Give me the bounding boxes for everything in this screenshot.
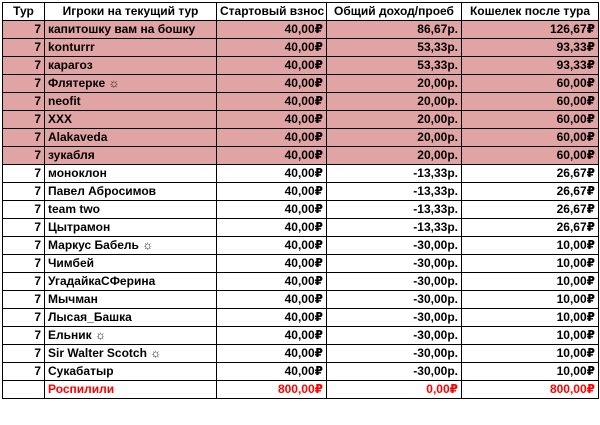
income-cell: 86,67р. [327,21,462,39]
table-row [3,165,599,183]
table-row [3,93,599,111]
total-fee-cell: 800,00₽ [217,381,327,399]
player-name-cell: Лысая_Башка [45,309,217,327]
player-name-cell: Мычман [45,291,217,309]
tour-cell: 7 [3,255,45,273]
start-fee-cell: 40,00₽ [217,93,327,111]
total-income-cell: 0,00₽ [327,381,462,399]
player-name-cell: Сукабатыр [45,363,217,381]
income-cell: -30,00р. [327,291,462,309]
table-row [3,237,599,255]
tour-cell: 7 [3,21,45,39]
tour-cell: 7 [3,129,45,147]
income-cell: -30,00р. [327,237,462,255]
table-row [3,75,599,93]
tour-cell: 7 [3,201,45,219]
start-fee-cell: 40,00₽ [217,57,327,75]
player-name-cell: neofit [45,93,217,111]
tour-cell: 7 [3,75,45,93]
income-cell: 20,00р. [327,129,462,147]
wallet-cell: 26,67₽ [462,183,599,201]
tour-cell: 7 [3,345,45,363]
income-cell: -13,33р. [327,201,462,219]
tour-cell: 7 [3,93,45,111]
table-row [3,201,599,219]
tour-cell: 7 [3,165,45,183]
start-fee-cell: 40,00₽ [217,363,327,381]
table-row [3,327,599,345]
player-name-cell: Павел Абросимов [45,183,217,201]
player-name-cell: Цытрамон [45,219,217,237]
wallet-cell: 126,67₽ [462,21,599,39]
start-fee-cell: 40,00₽ [217,309,327,327]
header-row [3,3,599,21]
income-cell: -13,33р. [327,183,462,201]
tour-cell: 7 [3,273,45,291]
wallet-cell: 10,00₽ [462,273,599,291]
table-row [3,255,599,273]
header-tour: Тур [3,3,45,21]
income-cell: -13,33р. [327,165,462,183]
start-fee-cell: 40,00₽ [217,39,327,57]
income-cell: -30,00р. [327,273,462,291]
start-fee-cell: 40,00₽ [217,111,327,129]
start-fee-cell: 40,00₽ [217,345,327,363]
player-name-cell: Ельник ☼ [45,327,217,345]
table-row [3,309,599,327]
table-row [3,291,599,309]
player-name-cell: зукабля [45,147,217,165]
tour-cell: 7 [3,147,45,165]
income-cell: -30,00р. [327,363,462,381]
start-fee-cell: 40,00₽ [217,291,327,309]
wallet-cell: 26,67₽ [462,219,599,237]
tour-cell: 7 [3,57,45,75]
player-name-cell: Alakaveda [45,129,217,147]
header-start-fee: Стартовый взнос [217,3,327,21]
start-fee-cell: 40,00₽ [217,165,327,183]
table-row [3,39,599,57]
income-cell: 53,33р. [327,57,462,75]
start-fee-cell: 40,00₽ [217,183,327,201]
player-name-cell: Чимбей [45,255,217,273]
table-row [3,183,599,201]
player-name-cell: Sir Walter Scotch ☼ [45,345,217,363]
player-name-cell: моноклон [45,165,217,183]
wallet-cell: 10,00₽ [462,327,599,345]
wallet-cell: 26,67₽ [462,201,599,219]
player-name-cell: УгадайкаСФерина [45,273,217,291]
start-fee-cell: 40,00₽ [217,273,327,291]
total-row [3,381,599,399]
tour-cell: 7 [3,39,45,57]
income-cell: 20,00р. [327,111,462,129]
player-name-cell: XXX [45,111,217,129]
start-fee-cell: 40,00₽ [217,75,327,93]
player-name-cell: карагоз [45,57,217,75]
tour-results-table [2,2,599,399]
table-row [3,57,599,75]
wallet-cell: 93,33₽ [462,57,599,75]
income-cell: 20,00р. [327,75,462,93]
player-name-cell: капитошку вам на бошку [45,21,217,39]
table-row [3,219,599,237]
wallet-cell: 10,00₽ [462,363,599,381]
wallet-cell: 10,00₽ [462,255,599,273]
tour-cell: 7 [3,111,45,129]
wallet-cell: 26,67₽ [462,165,599,183]
income-cell: -30,00р. [327,345,462,363]
table-body [3,21,599,381]
start-fee-cell: 40,00₽ [217,129,327,147]
tour-cell: 7 [3,327,45,345]
table-row [3,363,599,381]
player-name-cell: Маркус Бабель ☼ [45,237,217,255]
start-fee-cell: 40,00₽ [217,237,327,255]
income-cell: 20,00р. [327,147,462,165]
income-cell: -30,00р. [327,309,462,327]
tour-cell: 7 [3,237,45,255]
wallet-cell: 93,33₽ [462,39,599,57]
wallet-cell: 60,00₽ [462,129,599,147]
table-row [3,129,599,147]
table-row [3,21,599,39]
tour-cell: 7 [3,183,45,201]
start-fee-cell: 40,00₽ [217,21,327,39]
tour-cell: 7 [3,291,45,309]
table-row [3,111,599,129]
player-name-cell: konturrr [45,39,217,57]
start-fee-cell: 40,00₽ [217,147,327,165]
wallet-cell: 10,00₽ [462,309,599,327]
player-name-cell: team two [45,201,217,219]
total-label-cell: Роспилили [45,381,217,399]
wallet-cell: 60,00₽ [462,93,599,111]
income-cell: 20,00р. [327,93,462,111]
wallet-cell: 60,00₽ [462,75,599,93]
income-cell: 53,33р. [327,39,462,57]
total-tour-cell [3,381,45,399]
total-wallet-cell: 800,00₽ [462,381,599,399]
start-fee-cell: 40,00₽ [217,255,327,273]
wallet-cell: 10,00₽ [462,345,599,363]
header-players: Игроки на текущий тур [45,3,217,21]
header-total-income: Общий доход/проеб [327,3,462,21]
wallet-cell: 10,00₽ [462,291,599,309]
wallet-cell: 10,00₽ [462,237,599,255]
start-fee-cell: 40,00₽ [217,201,327,219]
start-fee-cell: 40,00₽ [217,327,327,345]
tour-cell: 7 [3,309,45,327]
income-cell: -30,00р. [327,327,462,345]
player-name-cell: Флятерке ☼ [45,75,217,93]
tour-cell: 7 [3,219,45,237]
tour-cell: 7 [3,363,45,381]
table-row [3,345,599,363]
table-row [3,273,599,291]
start-fee-cell: 40,00₽ [217,219,327,237]
wallet-cell: 60,00₽ [462,111,599,129]
income-cell: -13,33р. [327,219,462,237]
income-cell: -30,00р. [327,255,462,273]
header-wallet-after: Кошелек после тура [462,3,599,21]
wallet-cell: 60,00₽ [462,147,599,165]
table-row [3,147,599,165]
